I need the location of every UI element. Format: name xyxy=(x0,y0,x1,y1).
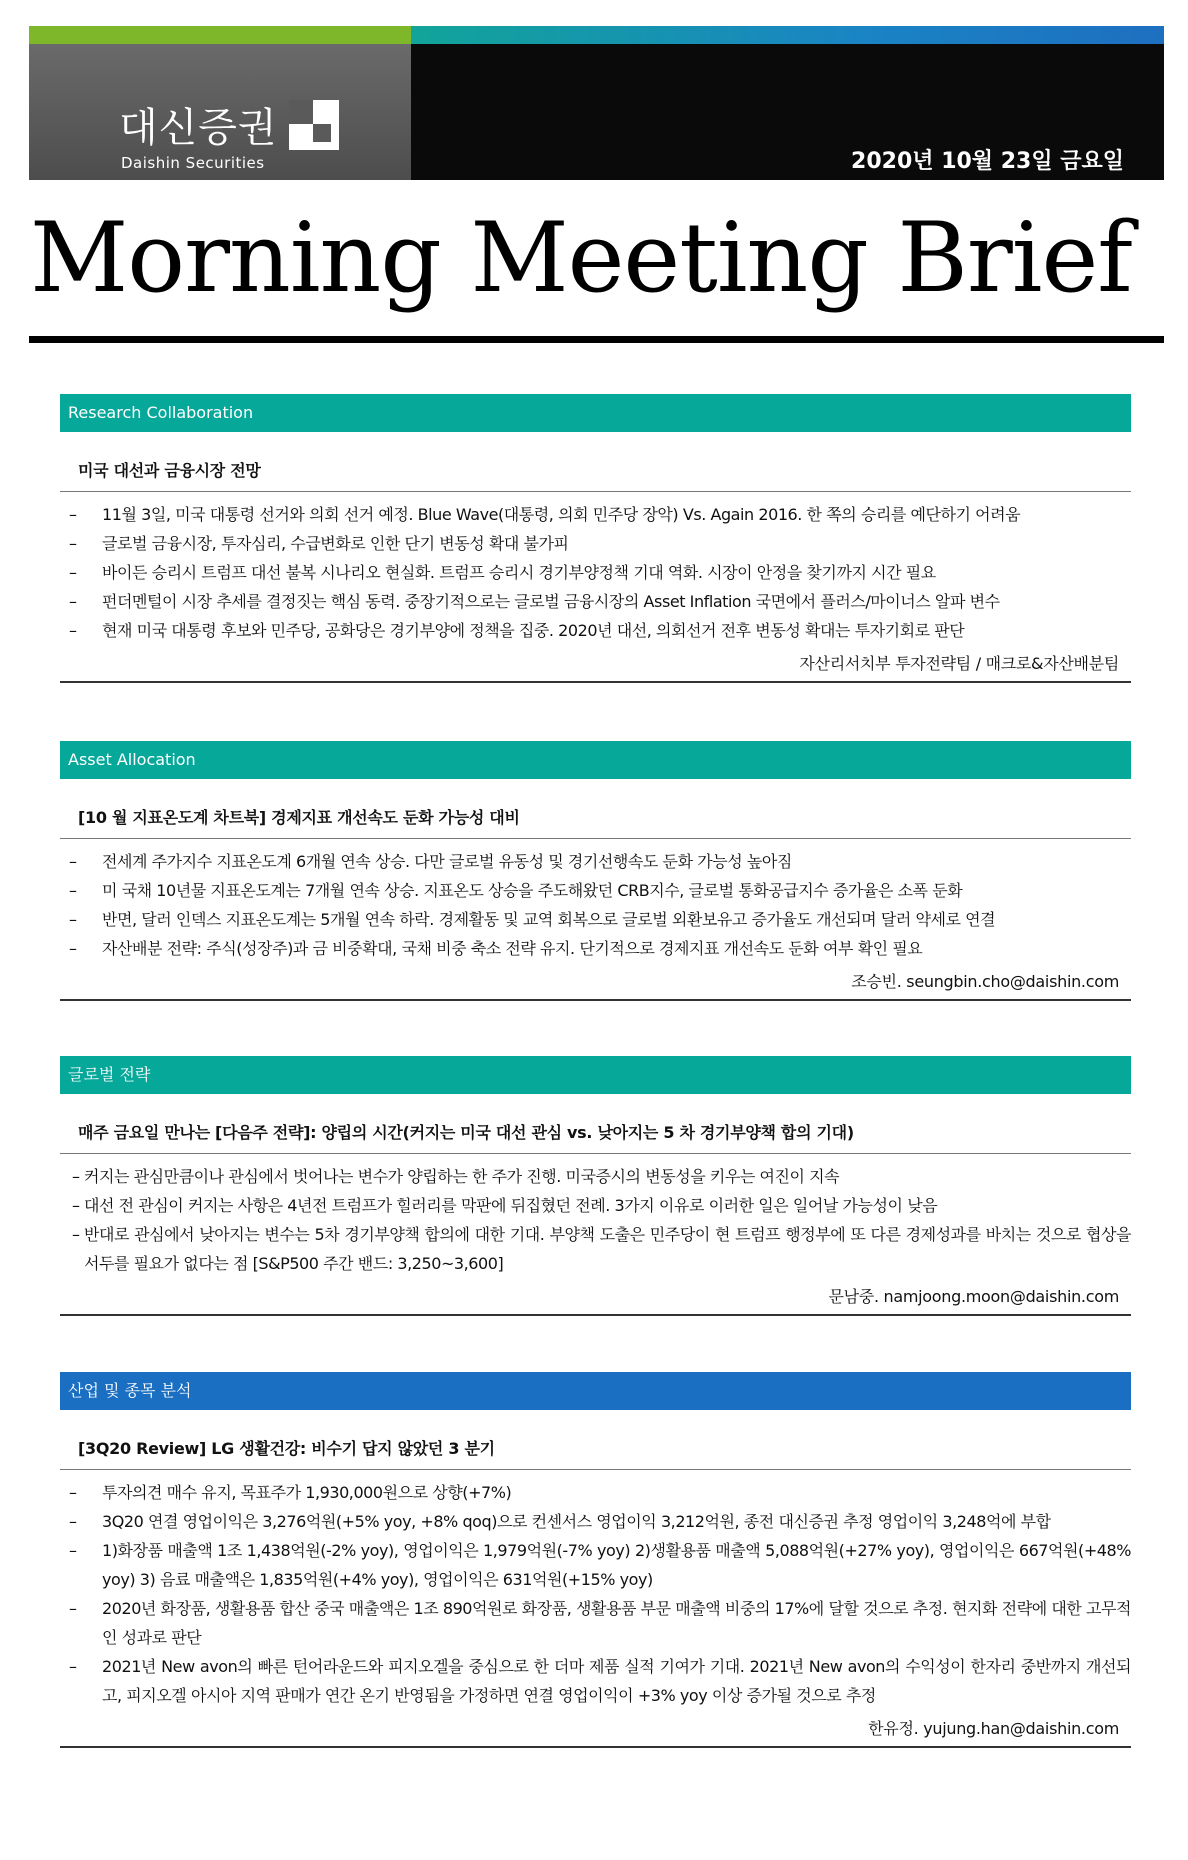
author-line: 문남중. namjoong.moon@daishin.com xyxy=(828,1287,1119,1306)
list-item: – 1)화장품 매출액 1조 1,438억원(-2% yoy), 영업이익은 1,979억원(-7% yoy) 2)생활용품 매출액 5,088억원(+27% yoy), 영업이익은 667억원(+48% yoy) 3) 음료 매출액은 1,835억원(+4% yoy), 영업이익은 631억원(+15% yoy) xyxy=(69,1541,1131,1589)
list-item: – 3Q20 연결 영업이익은 3,276억원(+5% yoy, +8% qoq)으로 컨센서스 영업이익 3,212억원, 종전 대신증권 추정 영업이익 3,248억에 부합 xyxy=(69,1512,1051,1531)
daishin-logo-icon xyxy=(287,98,341,152)
bullet-list xyxy=(60,847,1131,963)
page-header xyxy=(29,26,1164,180)
list-item: – 투자의견 매수 유지, 목표주가 1,930,000원으로 상향(+7%) xyxy=(69,1483,512,1502)
bullet-list xyxy=(60,1162,1131,1278)
report-date: 2020년 10월 23일 금요일 xyxy=(851,149,1124,174)
list-item: – 반면, 달러 인덱스 지표온도계는 5개월 연속 하락. 경제활동 및 교역 회복으로 글로벌 외환보유고 증가율도 개선되며 달러 약세로 연결 xyxy=(69,910,996,929)
bullet-list xyxy=(60,1478,1131,1710)
list-item: – 커지는 관심만큼이나 관심에서 벗어나는 변수가 양립하는 한 주가 진행. 미국증시의 변동성을 키우는 여진이 지속 xyxy=(72,1167,840,1186)
header-accent-blue xyxy=(411,26,1164,44)
list-item: – 반대로 관심에서 낮아지는 변수는 5차 경기부양책 합의에 대한 기대. 부양책 도출은 민주당이 현 트럼프 행정부에 또 다른 경제성과를 바치는 것으로 협상을 서두를 필요가 없다는 점 [S&P500 주간 밴드: 3,250~3,600] xyxy=(72,1225,1131,1273)
section-title: [3Q20 Review] LG 생활건강: 비수기 답지 않았던 3 분기 xyxy=(78,1439,495,1458)
section-title: [10 월 지표온도계 차트북] 경제지표 개선속도 둔화 가능성 대비 xyxy=(78,808,520,827)
section-category-bar: Asset Allocation xyxy=(60,741,1131,779)
author-line: 자산리서치부 투자전략팀 / 매크로&자산배분팀 xyxy=(799,654,1119,673)
section-category-bar: 글로벌 전략 xyxy=(60,1056,1131,1094)
section-asset-allocation xyxy=(60,741,1131,1001)
section-global-strategy xyxy=(60,1056,1131,1316)
brand-name-en: Daishin Securities xyxy=(121,154,265,172)
section-title-rule xyxy=(60,491,1131,492)
section-bottom-rule xyxy=(60,681,1131,683)
section-bottom-rule xyxy=(60,1314,1131,1316)
list-item: – 대선 전 관심이 커지는 사항은 4년전 트럼프가 힐러리를 막판에 뒤집혔던 전례. 3가지 이유로 이러한 일은 일어날 가능성이 낮음 xyxy=(72,1196,938,1215)
author-line: 한유정. yujung.han@daishin.com xyxy=(868,1719,1119,1738)
list-item: – 전세계 주가지수 지표온도계 6개월 연속 상승. 다만 글로벌 유동성 및 경기선행속도 둔화 가능성 높아짐 xyxy=(69,852,792,871)
list-item: – 현재 미국 대통령 후보와 민주당, 공화당은 경기부양에 정책을 집중. 2020년 대선, 의회선거 전후 변동성 확대는 투자기회로 판단 xyxy=(69,621,965,640)
section-bottom-rule xyxy=(60,999,1131,1001)
section-title-rule xyxy=(60,1469,1131,1470)
list-item: – 자산배분 전략: 주식(성장주)과 금 비중확대, 국채 비중 축소 전략 유지. 단기적으로 경제지표 개선속도 둔화 여부 확인 필요 xyxy=(69,939,923,958)
section-research-collaboration xyxy=(60,394,1131,683)
header-accent-lime xyxy=(29,26,411,44)
list-item: – 2021년 New avon의 빠른 턴어라운드와 피지오겔을 중심으로 한 더마 제품 실적 기여가 기대. 2021년 New avon의 수익성이 한자리 중반까지 개선되고, 피지오겔 아시아 지역 판매가 연간 온기 반영됨을 가정하면 연결 영업이익이 +3% yoy 이상 증가될 것으로 추정 xyxy=(69,1657,1131,1705)
section-category-bar: Research Collaboration xyxy=(60,394,1131,432)
section-title-rule xyxy=(60,838,1131,839)
section-bottom-rule xyxy=(60,1746,1131,1748)
list-item: – 바이든 승리시 트럼프 대선 불복 시나리오 현실화. 트럼프 승리시 경기부양정책 기대 역화. 시장이 안정을 찾기까지 시간 필요 xyxy=(69,563,936,582)
list-item: – 펀더멘털이 시장 추세를 결정짓는 핵심 동력. 중장기적으로는 글로벌 금융시장의 Asset Inflation 국면에서 플러스/마이너스 알파 변수 xyxy=(69,592,1000,611)
section-title-rule xyxy=(60,1153,1131,1154)
title-divider xyxy=(29,336,1164,343)
list-item: – 11월 3일, 미국 대통령 선거와 의회 선거 예정. Blue Wave(대통령, 의회 민주당 장악) Vs. Again 2016. 한 쪽의 승리를 예단하기 어려움 xyxy=(69,505,1021,524)
author-line: 조승빈. seungbin.cho@daishin.com xyxy=(851,972,1119,991)
section-title: 미국 대선과 금융시장 전망 xyxy=(78,461,261,480)
list-item: – 2020년 화장품, 생활용품 합산 중국 매출액은 1조 890억원로 화장품, 생활용품 부문 매출액 비중의 17%에 달할 것으로 추정. 현지화 전략에 대한 고무적인 성과로 판단 xyxy=(69,1599,1132,1647)
section-industry-analysis xyxy=(60,1372,1131,1748)
page-title: Morning Meeting Brief xyxy=(30,202,1132,314)
list-item: – 미 국채 10년물 지표온도계는 7개월 연속 상승. 지표온도 상승을 주도해왔던 CRB지수, 글로벌 통화공급지수 증가율은 소폭 둔화 xyxy=(69,881,963,900)
section-title: 매주 금요일 만나는 [다음주 전략]: 양립의 시간(커지는 미국 대선 관심 vs. 낮아지는 5 차 경기부양책 합의 기대) xyxy=(78,1123,854,1142)
brand-name-ko: 대신증권 xyxy=(119,105,278,151)
bullet-list xyxy=(60,500,1131,645)
list-item: – 글로벌 금융시장, 투자심리, 수급변화로 인한 단기 변동성 확대 불가피 xyxy=(69,534,569,553)
section-category-bar: 산업 및 종목 분석 xyxy=(60,1372,1131,1410)
